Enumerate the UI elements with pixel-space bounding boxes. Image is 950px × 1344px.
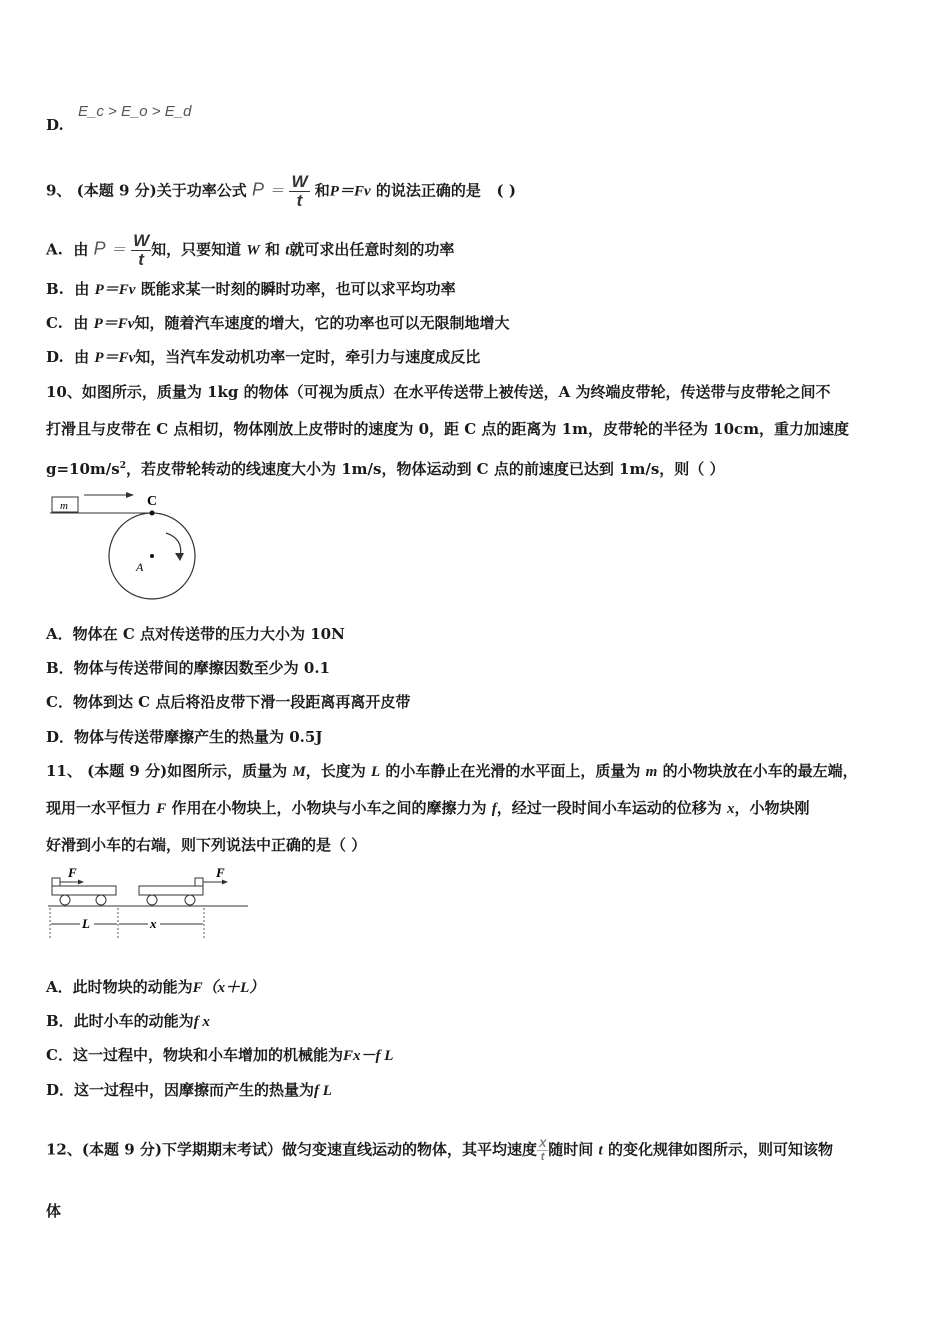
q9-a-post-2: 就可求出任意时刻的功率 xyxy=(289,240,455,259)
q11-l2-b: 作用在小物块上，小物块与小车之间的摩擦力为 xyxy=(171,799,487,817)
q9-fv: P＝Fv xyxy=(329,183,371,200)
q10-fig-m: m xyxy=(60,500,68,512)
q12-pre: 12、(本题 9 分)下学期期末考试）做匀变速直线运动的物体，其平均速度 xyxy=(46,1140,537,1159)
q9-formula-eq: ＝ xyxy=(269,182,285,200)
q11-fig-F2: F xyxy=(216,865,225,880)
q11-fig-F1: F xyxy=(68,865,77,880)
q11-b-text: B．此时小车的动能为 xyxy=(46,1012,194,1030)
q9-b-pre: 由 xyxy=(74,280,90,298)
q9-formula-den: t xyxy=(296,191,303,210)
q9-a-formula-p: P xyxy=(93,238,106,259)
q11-l2-x: x xyxy=(727,801,735,817)
q11-cart-left xyxy=(52,886,116,895)
q12-post: 的变化规律如图所示，则可知该物 xyxy=(607,1140,833,1159)
q8-option-d xyxy=(46,115,64,135)
q11-l1-c: 的小车静止在光滑的水平面上，质量为 xyxy=(385,762,641,780)
q9-b-fv: P＝Fv xyxy=(94,282,136,298)
q11-l1-b: ，长度为 xyxy=(305,762,366,780)
q11-force-head-left xyxy=(78,880,84,885)
q12-fraction xyxy=(537,1138,548,1163)
q11-d-text: D．这一过程中，因摩擦而产生的热量为 xyxy=(46,1081,315,1099)
q10-line-3-post: ，若皮带轮转动的线速度大小为 1m/s，物体运动到 C 点的前速度已达到 1m/s，则（ ） xyxy=(126,460,725,478)
q9-formula-p: P xyxy=(251,179,264,200)
q10-center-a xyxy=(150,554,154,558)
q11-l1-M: M xyxy=(292,764,306,780)
q9-c-pre: 由 xyxy=(73,314,89,332)
q9-formula-fraction xyxy=(289,173,309,210)
q9-a-post-1: 知，只要知道 xyxy=(151,240,242,259)
q10-option-a: A．物体在 C 点对传送带的压力大小为 10N xyxy=(46,625,345,643)
q9-b-label: B. xyxy=(46,280,64,298)
q10-line-3-sup: 2 xyxy=(119,461,126,471)
q10-arrow-head xyxy=(126,492,134,498)
q11-l2-c: ，经过一段时间小车运动的位移为 xyxy=(496,799,722,817)
q11-c-text: C．这一过程中，物块和小车增加的机械能为 xyxy=(46,1046,343,1064)
q11-l2-d: ，小物块刚 xyxy=(734,799,810,817)
q9-a-w: W xyxy=(246,242,260,259)
q9-a-t: t xyxy=(285,242,290,259)
q10-fig-a: A xyxy=(136,560,144,574)
q8-option-d-formula: E_c > E_o > E_d xyxy=(78,103,192,120)
q11-wheel-4 xyxy=(185,895,195,905)
q11-cart-right xyxy=(139,886,203,895)
q11-wheel-3 xyxy=(147,895,157,905)
q11-block-left xyxy=(52,878,60,886)
q11-fig-x: x xyxy=(150,916,157,931)
q11-force-head-right xyxy=(222,880,228,885)
q11-option-a xyxy=(46,977,264,998)
q11-l1-d: 的小物块放在小车的最左端， xyxy=(662,762,858,780)
q12-line-2: 体 xyxy=(46,1202,62,1220)
q11-l1-L: L xyxy=(371,764,381,780)
q11-fig-L: L xyxy=(82,916,90,931)
q9-a-formula-eq: ＝ xyxy=(110,241,126,259)
q11-line-1 xyxy=(46,761,858,782)
q9-prefix: (本题 9 分)关于功率公式 xyxy=(76,181,247,200)
q9-a-den: t xyxy=(138,250,144,269)
q11-l1-m: m xyxy=(645,764,658,780)
q9-option-b xyxy=(46,279,456,300)
q9-c-text: 知，随着汽车速度的增大，它的功率也可以无限制地增大 xyxy=(134,314,510,332)
q9-paren: ( ) xyxy=(496,181,516,200)
q11-a-formula: F（x＋L） xyxy=(192,980,265,996)
q11-d-formula: f L xyxy=(314,1083,332,1099)
q11-option-c xyxy=(46,1045,393,1066)
q10-figure xyxy=(44,487,204,602)
q11-block-right xyxy=(195,878,203,886)
q10-option-c: C．物体到达 C 点后将沿皮带下滑一段距离再离开皮带 xyxy=(46,693,411,711)
q10-option-b: B．物体与传送带间的摩擦因数至少为 0.1 xyxy=(46,659,330,677)
q10-line-2: 打滑且与皮带在 C 点相切，物体刚放上皮带时的速度为 0，距 C 点的距离为 1m，皮带轮的半径为 10cm，重力加速度 xyxy=(46,420,850,438)
q9-a-label: A. xyxy=(46,240,63,259)
q10-point-c xyxy=(150,511,155,516)
q11-option-d xyxy=(46,1080,332,1101)
q11-a-text: A．此时物块的动能为 xyxy=(46,978,193,996)
q9-a-pre: 由 xyxy=(73,240,89,259)
q12-t: t xyxy=(598,1142,603,1159)
q9-b-text: 既能求某一时刻的瞬时功率，也可以求平均功率 xyxy=(140,280,456,298)
q10-line-1: 10、如图所示，质量为 1kg 的物体（可视为质点）在水平传送带上被传送，A 为终端皮带轮，传送带与皮带轮之间不 xyxy=(46,383,831,401)
q9-d-pre: 由 xyxy=(74,348,90,366)
q8-option-d-label: D. xyxy=(46,116,64,134)
q9-option-d xyxy=(46,347,480,368)
q10-fig-c: C xyxy=(147,494,158,509)
q9-number: 9、 xyxy=(46,181,72,200)
q9-formula-num: W xyxy=(291,172,308,191)
q12-line-1 xyxy=(46,1138,833,1163)
q11-l2-a: 现用一水平恒力 xyxy=(46,799,152,817)
q11-figure xyxy=(44,864,254,944)
q11-l2-F: F xyxy=(156,801,167,817)
q9-d-label: D. xyxy=(46,348,64,366)
q9-a-and: 和 xyxy=(264,240,280,259)
q9-a-fraction xyxy=(131,232,151,269)
q12-mid: 随时间 xyxy=(548,1140,594,1159)
q9-option-c xyxy=(46,313,509,334)
q11-wheel-1 xyxy=(60,895,70,905)
q9-option-a xyxy=(46,232,454,269)
q9-d-fv: P＝Fv xyxy=(94,350,136,366)
q10-rotation-head xyxy=(175,553,184,561)
q9-mid: 和 xyxy=(314,181,330,200)
q10-line-3 xyxy=(46,456,725,479)
q9-c-label: C. xyxy=(46,314,63,332)
q11-b-formula: f x xyxy=(193,1014,210,1030)
q11-l2-f: f xyxy=(491,801,497,817)
q11-option-b xyxy=(46,1011,210,1032)
q9-stem xyxy=(46,173,516,210)
q12-frac-num: X xyxy=(538,1138,547,1150)
q9-c-fv: P＝Fv xyxy=(93,316,135,332)
q10-option-d: D．物体与传送带摩擦产生的热量为 0.5J xyxy=(46,728,323,746)
q9-d-text: 知，当汽车发动机功率一定时，牵引力与速度成反比 xyxy=(135,348,481,366)
q10-line-3-pre: g=10m/s xyxy=(46,460,120,478)
q11-c-formula: Fx－f L xyxy=(342,1048,394,1064)
q11-line-2 xyxy=(46,798,810,819)
q11-line-3: 好滑到小车的右端，则下列说法中正确的是（ ） xyxy=(46,836,367,854)
q11-wheel-2 xyxy=(96,895,106,905)
q9-suffix: 的说法正确的是 xyxy=(375,181,481,200)
q9-a-num: W xyxy=(133,231,150,250)
q12-frac-den: t xyxy=(540,1151,545,1163)
q11-l1-a: 11、 (本题 9 分)如图所示，质量为 xyxy=(46,762,288,780)
